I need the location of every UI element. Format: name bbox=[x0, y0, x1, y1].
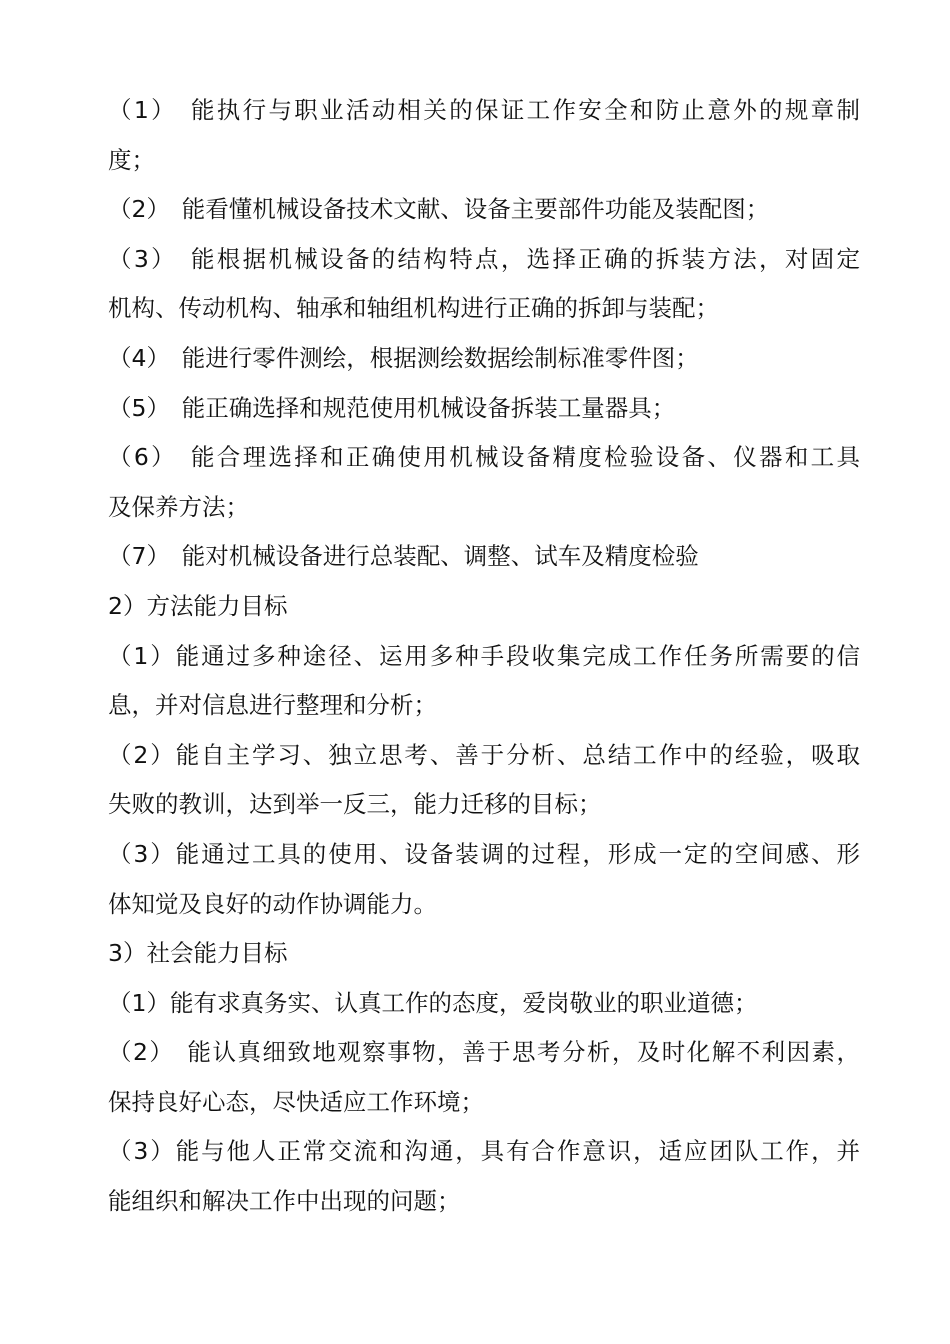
document-body bbox=[108, 86, 860, 1227]
text-line-2: 度； bbox=[108, 145, 155, 174]
text-line-7: （5） 能正确选择和规范使用机械设备拆装工量器具； bbox=[108, 393, 676, 422]
section-heading-method: 2）方法能力目标 bbox=[108, 591, 288, 620]
text-line-17: 体知觉及良好的动作协调能力。 bbox=[108, 889, 437, 918]
text-line-4: （3） 能根据机械设备的结构特点，选择正确的拆装方法，对固定 bbox=[108, 244, 860, 273]
text-line-12: （1）能通过多种途径、运用多种手段收集完成工作任务所需要的信 bbox=[108, 641, 860, 670]
text-line-1: （1） 能执行与职业活动相关的保证工作安全和防止意外的规章制 bbox=[108, 96, 860, 124]
text-line-9: 及保养方法； bbox=[108, 492, 249, 521]
text-line-22: （3）能与他人正常交流和沟通，具有合作意识，适应团队工作，并 bbox=[108, 1137, 860, 1166]
text-line-6: （4） 能进行零件测绘，根据测绘数据绘制标准零件图； bbox=[108, 343, 699, 372]
text-line-13: 息，并对信息进行整理和分析； bbox=[108, 691, 437, 720]
text-line-14: （2）能自主学习、独立思考、善于分析、总结工作中的经验，吸取 bbox=[108, 740, 860, 769]
text-line-21: 保持良好心态，尽快适应工作环境； bbox=[108, 1087, 484, 1116]
text-line-16: （3）能通过工具的使用、设备装调的过程，形成一定的空间感、形 bbox=[108, 839, 860, 868]
text-line-23: 能组织和解决工作中出现的问题； bbox=[108, 1187, 461, 1216]
text-line-3: （2） 能看懂机械设备技术文献、设备主要部件功能及装配图； bbox=[108, 195, 770, 224]
text-line-5: 机构、传动机构、轴承和轴组机构进行正确的拆卸与装配； bbox=[108, 294, 719, 323]
text-line-15: 失败的教训，达到举一反三，能力迁移的目标； bbox=[108, 790, 602, 819]
section-heading-social: 3）社会能力目标 bbox=[108, 939, 288, 968]
text-line-8: （6） 能合理选择和正确使用机械设备精度检验设备、仪器和工具 bbox=[108, 443, 860, 472]
text-line-19: （1）能有求真务实、认真工作的态度，爱岗敬业的职业道德； bbox=[108, 988, 758, 1017]
text-line-10: （7） 能对机械设备进行总装配、调整、试车及精度检验 bbox=[108, 542, 699, 571]
text-line-20: （2） 能认真细致地观察事物，善于思考分析，及时化解不利因素， bbox=[108, 1038, 860, 1067]
